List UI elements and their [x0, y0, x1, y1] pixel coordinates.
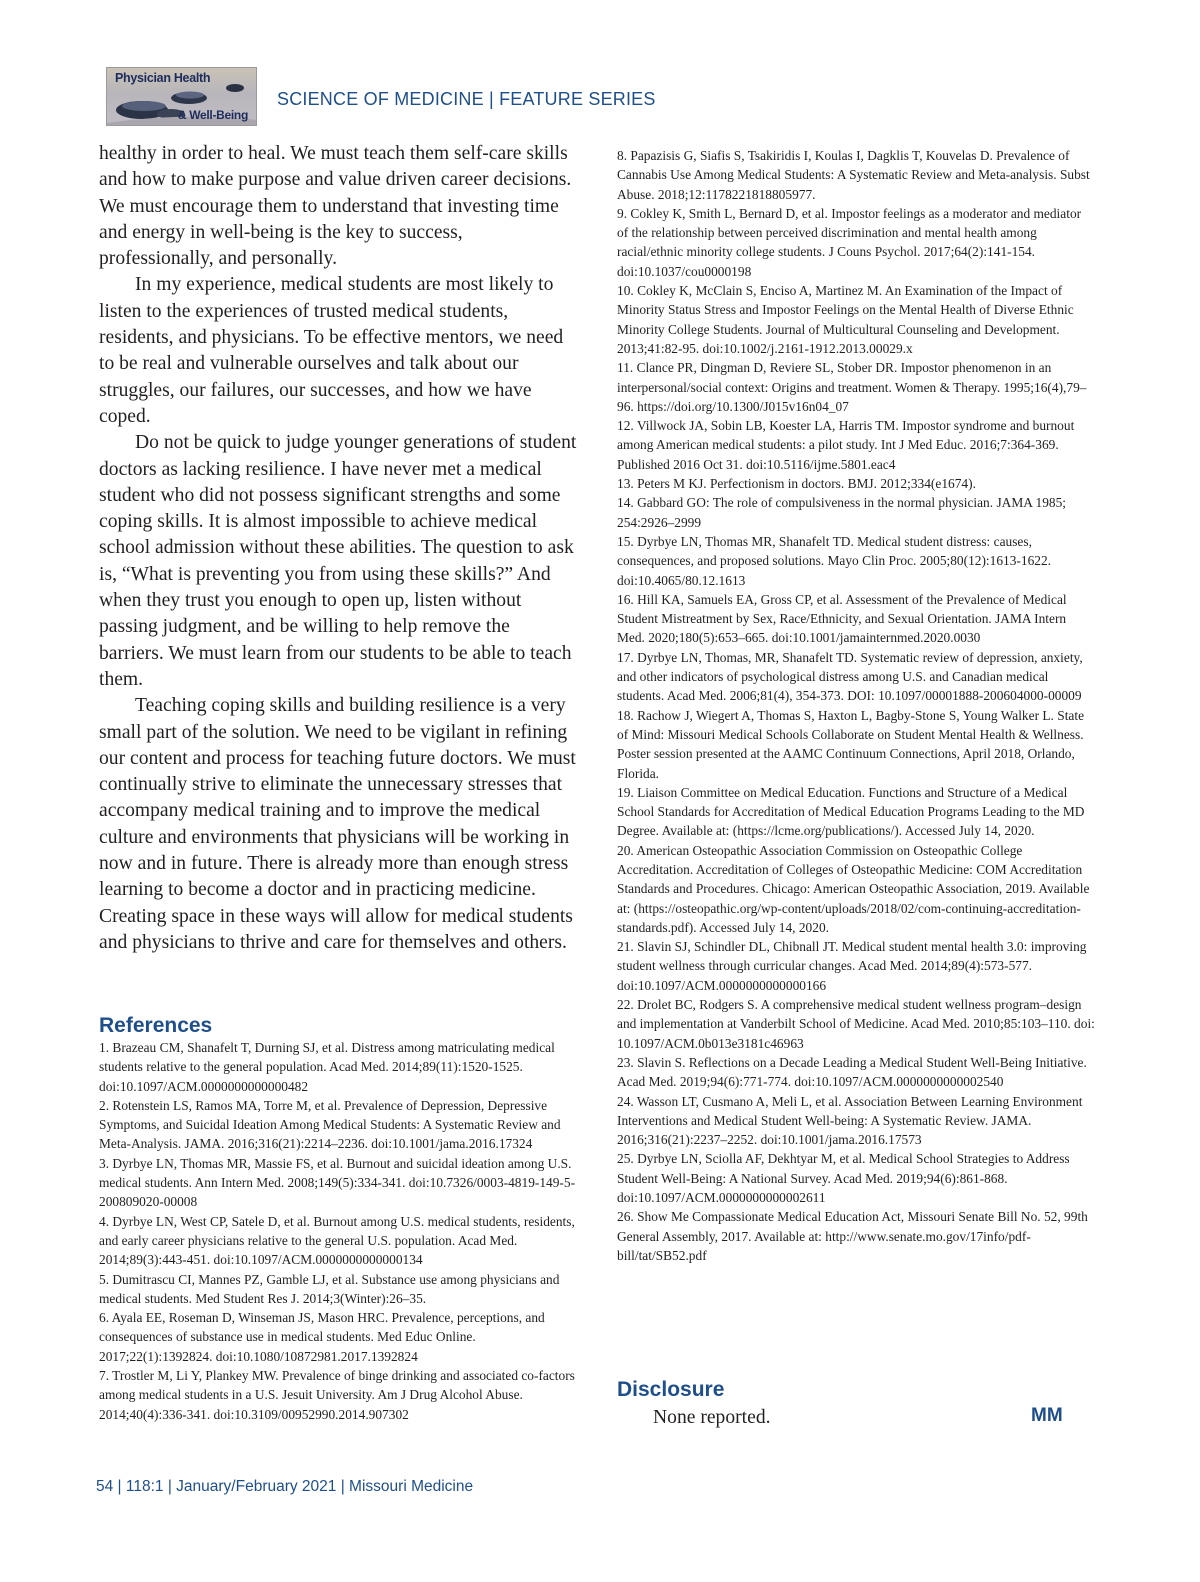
reference-item: 9. Cokley K, Smith L, Bernard D, et al. Impostor feelings as a moderator and mediator of the relationship between perceived discrimination and mental health among racial/ethnic minority college students. J Couns Psychol. 2017;64(2):141-154. doi:10.1037/cou0000198: [617, 205, 1082, 279]
reference-item: 3. Dyrbye LN, Thomas MR, Massie FS, et al. Burnout and suicidal ideation among U.S. medical students. Ann Intern Med. 2008;149(5):334-341. doi:10.7326/0003-4819-149-5-200809020-00008: [99, 1155, 576, 1210]
reference-item: 25. Dyrbye LN, Sciolla AF, Dekhtyar M, et al. Medical School Strategies to Address Student Well-Being: A National Survey. Acad Med. 2019;94(6):861-868. doi:10.1097/ACM.0000000000002611: [617, 1151, 1070, 1206]
reference-item: 2. Rotenstein LS, Ramos MA, Torre M, et al. Prevalence of Depression, Depressive Symptoms, and Suicidal Ideation Among Medical Students: A Systematic Review and Meta-Analysis. JAMA. 2016;316(21):2214–2236. doi:10.1001/jama.2016.17324: [99, 1097, 561, 1152]
reference-item: 26. Show Me Compassionate Medical Education Act, Missouri Senate Bill No. 52, 99th General Assembly, 2017. Available at: http://www.senate.mo.gov/17info/pdf-bill/tat/SB52.pdf: [617, 1209, 1088, 1263]
reference-item: 10. Cokley K, McClain S, Enciso A, Martinez M. An Examination of the Impact of Minority Status Stress and Impostor Feelings on the Mental Health of Diverse Ethnic Minority College Students. Journal of Multicultural Counseling and Development. 2013;41:82-95. doi:10.1002/j.2161-1912.2013.00029.x: [617, 283, 1074, 356]
reference-item: 17. Dyrbye LN, Thomas, MR, Shanafelt TD. Systematic review of depression, anxiety, and other indicators of psychological distress among U.S. and Canadian medical students. Acad Med. 2006;81(4), 354-373. DOI: 10.1097/00001888-200604000-00009: [617, 649, 1083, 704]
page-footer: 54 | 118:1 | January/February 2021 | Missouri Medicine: [96, 1478, 474, 1495]
reference-item: 8. Papazisis G, Siafis S, Tsakiridis I, Koulas I, Dagklis T, Kouvelas D. Prevalence of Cannabis Use Among Medical Students: A Systematic Review and Meta-analysis. Subst Abuse. 2018;12:1178221818805977.: [617, 148, 1090, 202]
reference-item: 12. Villwock JA, Sobin LB, Koester LA, Harris TM. Impostor syndrome and burnout among American medical students: a pilot study. Int J Med Educ. 2016;7:364-369. Published 2016 Oct 31. doi:10.5116/ijme.5801.eac4: [617, 418, 1075, 472]
reference-item: 23. Slavin S. Reflections on a Decade Leading a Medical Student Well-Being Initiative. Acad Med. 2019;94(6):771-774. doi:10.1097/ACM.0000000000002540: [617, 1054, 1087, 1090]
reference-item: 16. Hill KA, Samuels EA, Gross CP, et al. Assessment of the Prevalence of Medical Student Mistreatment by Sex, Race/Ethnicity, and Sexual Orientation. JAMA Intern Med. 2020;180(5):653–665. doi:10.1001/jamainternmed.2020.0030: [617, 591, 1067, 646]
references-continued: [617, 146, 1095, 1265]
reference-item: 24. Wasson LT, Cusmano A, Meli L, et al. Association Between Learning Environment Interventions and Medical Student Well-being: A Systematic Review. JAMA. 2016;316(21):2237–2252. doi:10.1001/jama.2016.17573: [617, 1093, 1083, 1148]
reference-item: 4. Dyrbye LN, West CP, Satele D, et al. Burnout among U.S. medical students, residents, and early career physicians relative to the general U.S. population. Acad Med. 2014;89(3):443-451. doi:10.1097/ACM.0000000000000134: [99, 1213, 575, 1268]
disclosure-text: None reported.: [653, 1407, 771, 1428]
body-paragraph-3: Do not be quick to judge younger generations of student doctors as lacking resilience. I have never met a medical student who did not possess significant strengths and some coping skills. It is almost impossible to achieve medical school admission without these abilities. The question to ask is, “What is preventing you from using these skills?” And when they trust you enough to open up, listen without passing judgment, and be willing to help remove the barriers. We must learn from our students to be able to teach them.: [99, 432, 577, 690]
body-paragraph-4: Teaching coping skills and building resilience is a very small part of the solution. We need to be vigilant in refining our content and process for teaching future doctors. We must continually strive to eliminate the unnecessary stresses that accompany medical training and to improve the medical culture and environments that physicians will be working in now and in future. There is already more than enough stress learning to become a doctor and in practicing medicine. Creating space in these ways will allow for medical students and physicians to thrive and care for themselves and others.: [99, 695, 576, 953]
reference-item: 21. Slavin SJ, Schindler DL, Chibnall JT. Medical student mental health 3.0: improving student wellness through curricular changes. Acad Med. 2014;89(4):573-577. doi:10.1097/ACM.0000000000000166: [617, 939, 1087, 993]
end-mark: MM: [1031, 1405, 1063, 1426]
references-section: [99, 1014, 579, 1424]
body-paragraph-2: In my experience, medical students are most likely to listen to the experiences of trusted medical students, residents, and physicians. To be effective mentors, we need to be real and vulnerable ourselves and talk about our struggles, our failures, our successes, and how we have coped.: [99, 274, 564, 427]
disclosure-section: [617, 1378, 1087, 1430]
reference-item: 15. Dyrbye LN, Thomas MR, Shanafelt TD. Medical student distress: causes, consequences, and proposed solutions. Mayo Clin Proc. 2005;80(12):1613-1622. doi:10.4065/80.12.1613: [617, 533, 1052, 588]
reference-item: 20. American Osteopathic Association Commission on Osteopathic College Accreditation. Accreditation of Colleges of Osteopathic Medicine: COM Accreditation Standards and Procedures. Chicago: American Osteopathic Association, 2019. Available at: (https://osteopathic.org/wp-content/uploads/2018/02/com-continuing-accreditation-standards.pdf). Accessed July 14, 2020.: [617, 842, 1090, 935]
physician-health-logo: [106, 67, 257, 126]
references-heading: References: [99, 1014, 213, 1037]
reference-item: 22. Drolet BC, Rodgers S. A comprehensive medical student wellness program–design and implementation at Vanderbilt School of Medicine. Acad Med. 2010;85:103–110. doi: 10.1097/ACM.0b013e3181c46963: [617, 997, 1095, 1051]
reference-item: 14. Gabbard GO: The role of compulsiveness in the normal physician. JAMA 1985; 254:2926–2999: [617, 495, 1067, 530]
reference-item: 13. Peters M KJ. Perfectionism in doctors. BMJ. 2012;334(e1674).: [617, 476, 976, 492]
reference-item: 1. Brazeau CM, Shanafelt T, Durning SJ, et al. Distress among matriculating medical students relative to the general population. Acad Med. 2014;89(11):1520-1525. doi:10.1097/ACM.0000000000000482: [99, 1040, 555, 1094]
disclosure-heading: Disclosure: [617, 1378, 725, 1401]
logo-line-2: & Well-Being: [177, 108, 248, 122]
reference-item: 19. Liaison Committee on Medical Education. Functions and Structure of a Medical School Standards for Accreditation of Medical Education Programs Leading to the MD Degree. Available at: (https://lcme.org/publications/). Accessed July 14, 2020.: [617, 784, 1085, 839]
reference-item: 6. Ayala EE, Roseman D, Winseman JS, Mason HRC. Prevalence, perceptions, and consequences of substance use in medical students. Med Educ Online. 2017;22(1):1392824. doi:10.1080/10872981.2017.1392824: [99, 1310, 545, 1364]
reference-item: 5. Dumitrascu CI, Mannes PZ, Gamble LJ, et al. Substance use among physicians and medical students. Med Student Res J. 2014;3(Winter):26–35.: [99, 1271, 560, 1306]
body-paragraph-1: healthy in order to heal. We must teach them self-care skills and how to make purpose and value driven career decisions. We must encourage them to understand that investing time and energy in well-being is the key to success, professionally, and personally.: [99, 143, 572, 270]
article-body: [99, 141, 579, 956]
logo-line-1: Physician Health: [115, 71, 211, 85]
series-title: SCIENCE OF MEDICINE | FEATURE SERIES: [277, 89, 656, 109]
reference-item: 7. Trostler M, Li Y, Plankey MW. Prevalence of binge drinking and associated co-factors among medical students in a U.S. Jesuit University. Am J Drug Alcohol Abuse. 2014;40(4):336-341. doi:10.3109/00952990.2014.907302: [99, 1368, 575, 1422]
reference-item: 11. Clance PR, Dingman D, Reviere SL, Stober DR. Impostor phenomenon in an interpersonal/social context: Origins and treatment. Women & Therapy. 1995;16(4),79–96. https://doi.org/10.1300/J015v16n04_07: [617, 360, 1087, 414]
reference-item: 18. Rachow J, Wiegert A, Thomas S, Haxton L, Bagby-Stone S, Young Walker L. State of Mind: Missouri Medical Schools Collaborate on Student Mental Health & Wellness. Poster session presented at the AAMC Continuum Connections, April 2018, Orlando, Florida.: [617, 707, 1085, 781]
